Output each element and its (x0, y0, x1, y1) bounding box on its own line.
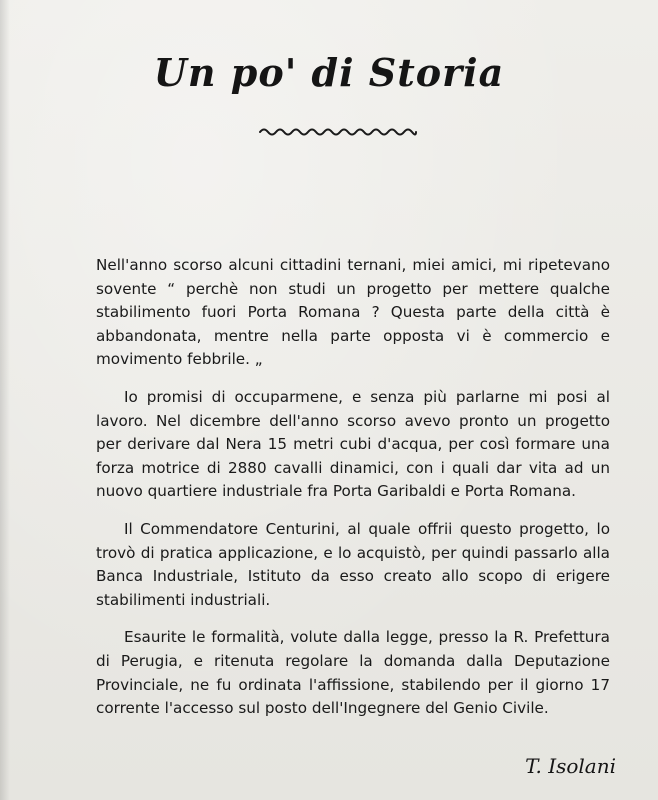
page-edge-shadow (0, 0, 10, 800)
author-signature: T. Isolani (525, 754, 616, 778)
paragraph-2: Io promisi di occuparmene, e senza più parlarne mi posi al lavoro. Nel dicembre dell'anno scorso avevo pronto un progetto per derivare dal Nera 15 metri cubi d'acqua, per così formare una forza motrice di 2880 cavalli dinamici, con i quali dar vita ad un nuovo quartiere industriale fra Porta Garibaldi e Porta Romana. (96, 387, 610, 501)
paragraph-4: Esaurite le formalità, volute dalla legge, presso la R. Prefettura di Perugia, e ritenuta regolare la domanda dalla Deputazione Provinciale, ne fu ordinata l'affissione, stabilendo per il giorno 17 corrente l'accesso sul posto dell'Ingegnere del Genio Civile. (96, 628, 610, 718)
wavy-rule-ornament (258, 124, 418, 140)
paragraph-1: Nell'anno scorso alcuni cittadini ternani, miei amici, mi ripetevano sovente “ perchè non studi un progetto per mettere qualche stabilimento fuori Porta Romana ? Questa parte della città è abbandonata, mentre nella parte opposta vi è commercio e movimento febbrile. „ (96, 256, 610, 369)
article-body (96, 254, 610, 735)
page-title: Un po' di Storia (153, 50, 505, 95)
paragraph-3: Il Commendatore Centurini, al quale offrii questo progetto, lo trovò di pratica applicazione, e lo acquistò, per quindi passarlo alla Banca Industriale, Istituto da esso creato allo scopo di erigere stabilimenti industriali. (96, 519, 610, 609)
